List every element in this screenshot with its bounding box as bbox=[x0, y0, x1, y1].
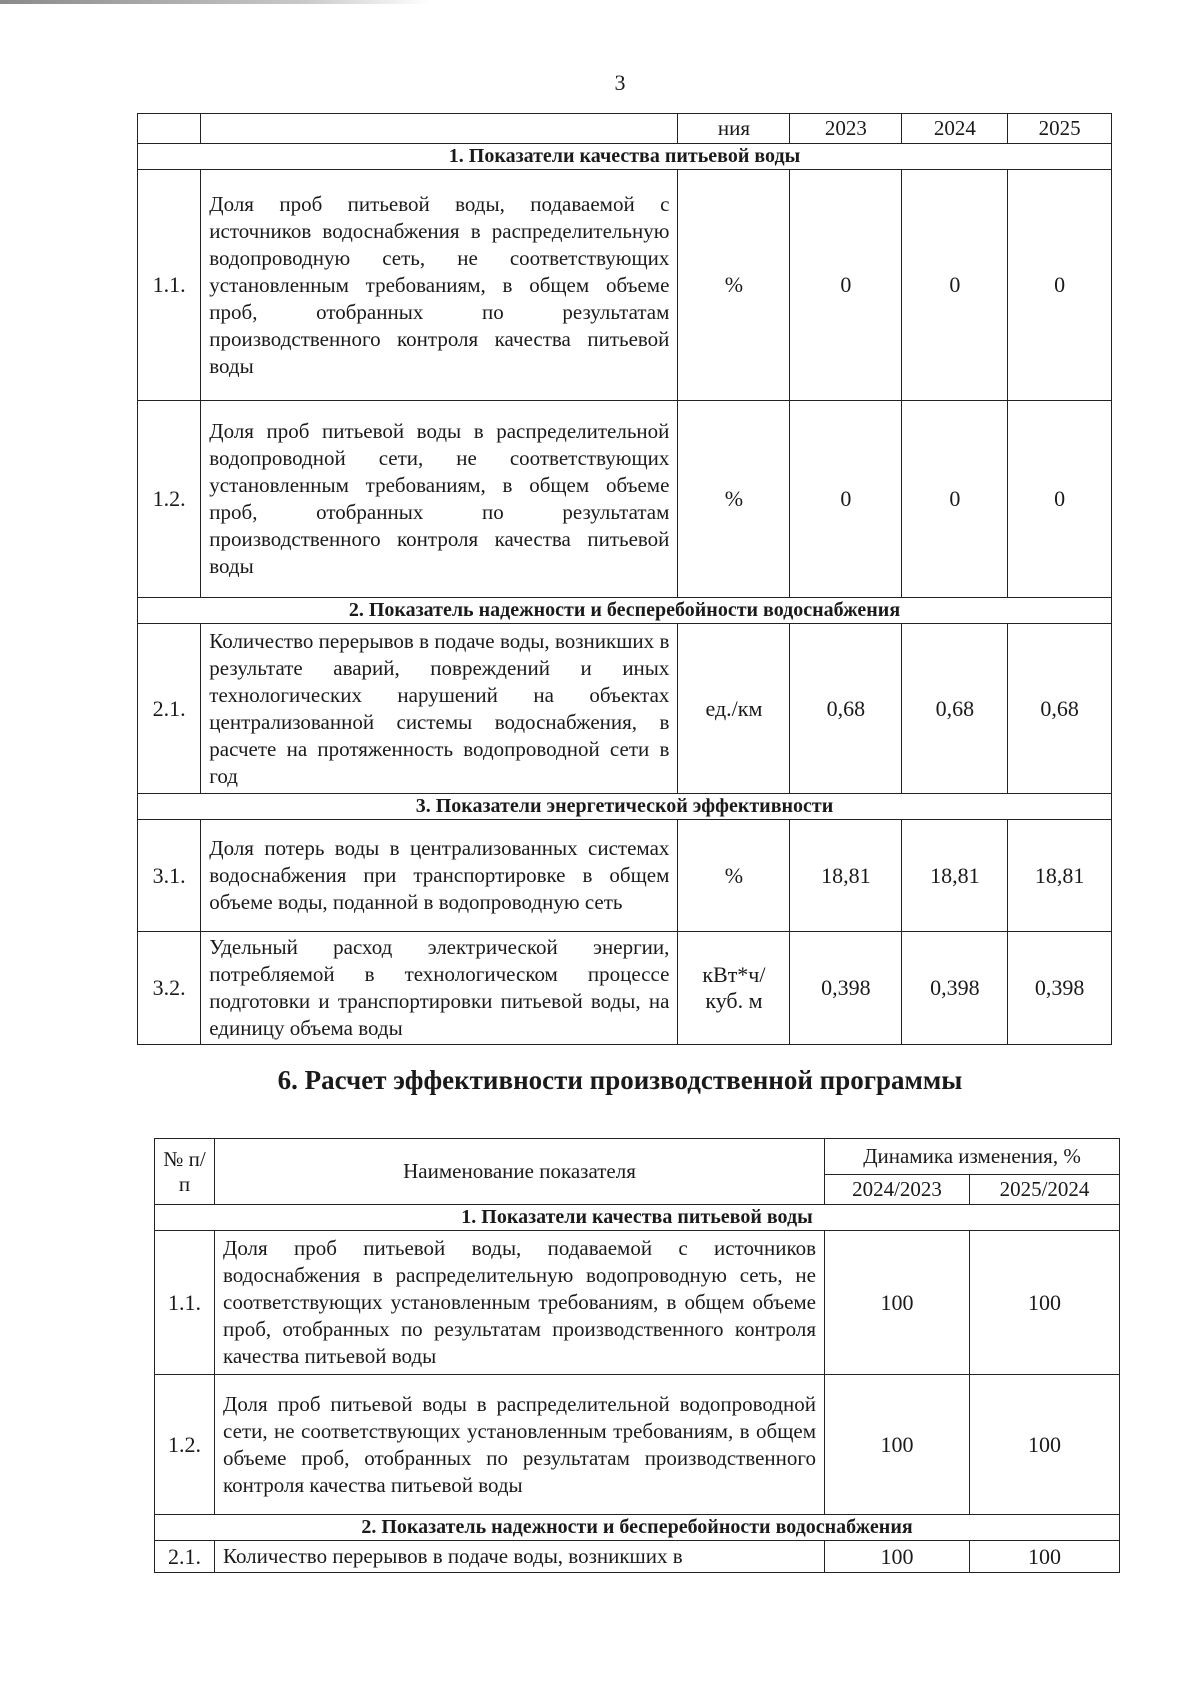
row-value-2024-2023: 100 bbox=[825, 1375, 970, 1515]
efficiency-table bbox=[154, 1138, 1120, 1573]
row-value-2023: 0 bbox=[790, 401, 902, 598]
page-number: 3 bbox=[614, 70, 626, 95]
header-cell-empty bbox=[138, 114, 201, 144]
table-row bbox=[138, 820, 1112, 932]
row-value-2025: 0,398 bbox=[1008, 932, 1112, 1045]
header-year-2023: 2023 bbox=[790, 114, 902, 144]
row-description: Доля проб питьевой воды в распределительной водопроводной сети, не соответствующих установленным требованиям, в общем объеме проб, отобранных по результатам производственного контроля качества питьевой воды bbox=[201, 401, 678, 598]
table-header-row bbox=[155, 1139, 1120, 1175]
section-title: 1. Показатели качества питьевой воды bbox=[155, 1205, 1120, 1231]
row-value-2023: 0 bbox=[790, 170, 902, 401]
row-value-2025: 0 bbox=[1008, 401, 1112, 598]
row-value-2025-2024: 100 bbox=[970, 1231, 1120, 1375]
scan-edge-artifact bbox=[0, 0, 430, 4]
row-value-2025: 18,81 bbox=[1008, 820, 1112, 932]
table-row bbox=[138, 624, 1112, 794]
header-year-2025: 2025 bbox=[1008, 114, 1112, 144]
table-row bbox=[155, 1541, 1120, 1573]
header-dynamics: Динамика изменения, % bbox=[825, 1139, 1120, 1175]
row-number: 2.1. bbox=[138, 624, 201, 794]
row-description: Количество перерывов в подаче воды, возникших в bbox=[215, 1541, 825, 1573]
row-unit: % bbox=[678, 820, 790, 932]
row-number: 1.2. bbox=[138, 401, 201, 598]
table-row bbox=[155, 1375, 1120, 1515]
row-unit: % bbox=[678, 401, 790, 598]
row-value-2025-2024: 100 bbox=[970, 1541, 1120, 1573]
row-number: 1.1. bbox=[138, 170, 201, 401]
section-title: 2. Показатель надежности и бесперебойности водоснабжения bbox=[155, 1515, 1120, 1541]
indicators-table bbox=[137, 113, 1112, 1045]
section-title: 3. Показатели энергетической эффективности bbox=[138, 794, 1112, 820]
section-row bbox=[138, 794, 1112, 820]
header-name: Наименование показателя bbox=[215, 1139, 825, 1205]
header-unit-cell: ния bbox=[678, 114, 790, 144]
row-description: Доля потерь воды в централизованных системах водоснабжения при транспортировке в общем объеме воды, поданной в водопроводную сеть bbox=[201, 820, 678, 932]
row-value-2025-2024: 100 bbox=[970, 1375, 1120, 1515]
section-title: 1. Показатели качества питьевой воды bbox=[138, 144, 1112, 170]
row-unit: ед./км bbox=[678, 624, 790, 794]
section-6-title: 6. Расчет эффективности производственной программы bbox=[277, 1065, 963, 1095]
row-description: Доля проб питьевой воды в распределительной водопроводной сети, не соответствующих установленным требованиям, в общем объеме проб, отобранных по результатам производственного контроля качества питьевой воды bbox=[215, 1375, 825, 1515]
header-period-2025-2024: 2025/2024 bbox=[970, 1175, 1120, 1205]
header-period-2024-2023: 2024/2023 bbox=[825, 1175, 970, 1205]
row-value-2023: 0,68 bbox=[790, 624, 902, 794]
section-row bbox=[138, 144, 1112, 170]
header-cell-empty bbox=[201, 114, 678, 144]
row-number: 2.1. bbox=[155, 1541, 215, 1573]
row-value-2024: 0 bbox=[902, 401, 1008, 598]
table-row bbox=[138, 932, 1112, 1045]
table-row bbox=[138, 170, 1112, 401]
row-unit: кВт*ч/ куб. м bbox=[678, 932, 790, 1045]
row-value-2024-2023: 100 bbox=[825, 1541, 970, 1573]
row-number: 1.1. bbox=[155, 1231, 215, 1375]
row-value-2023: 0,398 bbox=[790, 932, 902, 1045]
table-row bbox=[155, 1231, 1120, 1375]
row-value-2024: 0 bbox=[902, 170, 1008, 401]
row-description: Доля проб питьевой воды, подаваемой с источников водоснабжения в распределительную водопроводную сеть, не соответствующих установленным требованиям, в общем объеме проб, отобранных по результатам производственного контроля качества питьевой воды bbox=[201, 170, 678, 401]
row-number: 3.2. bbox=[138, 932, 201, 1045]
row-number: 3.1. bbox=[138, 820, 201, 932]
row-description: Доля проб питьевой воды, подаваемой с источников водоснабжения в распределительную водопроводную сеть, не соответствующих установленным требованиям, в общем объеме проб, отобранных по результатам производственного контроля качества питьевой воды bbox=[215, 1231, 825, 1375]
row-value-2024-2023: 100 bbox=[825, 1231, 970, 1375]
section-title: 2. Показатель надежности и бесперебойности водоснабжения bbox=[138, 598, 1112, 624]
header-year-2024: 2024 bbox=[902, 114, 1008, 144]
row-number: 1.2. bbox=[155, 1375, 215, 1515]
table-header-row bbox=[138, 114, 1112, 144]
row-value-2024: 18,81 bbox=[902, 820, 1008, 932]
header-num: № п/п bbox=[155, 1139, 215, 1205]
row-value-2024: 0,68 bbox=[902, 624, 1008, 794]
row-value-2024: 0,398 bbox=[902, 932, 1008, 1045]
section-row bbox=[155, 1205, 1120, 1231]
row-unit: % bbox=[678, 170, 790, 401]
section-row bbox=[138, 598, 1112, 624]
row-description: Удельный расход электрической энергии, потребляемой в технологическом процессе подготовки и транспортировки питьевой воды, на единицу объема воды bbox=[201, 932, 678, 1045]
section-row bbox=[155, 1515, 1120, 1541]
table-row bbox=[138, 401, 1112, 598]
row-description: Количество перерывов в подаче воды, возникших в результате аварий, повреждений и иных технологических нарушений на объектах централизованной системы водоснабжения, в расчете на протяженность водопроводной сети в год bbox=[201, 624, 678, 794]
row-value-2023: 18,81 bbox=[790, 820, 902, 932]
row-value-2025: 0 bbox=[1008, 170, 1112, 401]
row-value-2025: 0,68 bbox=[1008, 624, 1112, 794]
